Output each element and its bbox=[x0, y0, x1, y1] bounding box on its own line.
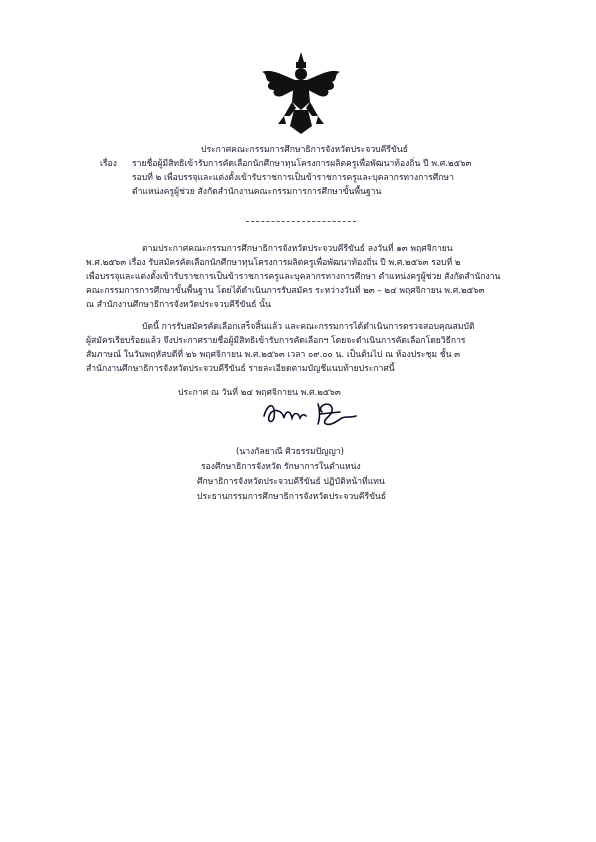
paragraph-1-line: ตามประกาศคณะกรรมการศึกษาธิการจังหวัดประจวบคีรีขันธ์ ลงวันที่ ๑๓ พฤศจิกายน bbox=[142, 244, 453, 254]
subject-line-1: รายชื่อผู้มีสิทธิเข้ารับการคัดเลือกนักศึกษาทุนโครงการผลิตครูเพื่อพัฒนาท้องถิ่น ปี พ.ศ.๒๕๖๓ bbox=[132, 159, 472, 169]
signer-position-line: ประธานกรรมการศึกษาธิการจังหวัดประจวบคีรีขันธ์ bbox=[197, 492, 387, 502]
paragraph-1-line: ณ สำนักงานศึกษาธิการจังหวัดประจวบคีรีขันธ์ นั้น bbox=[86, 300, 271, 310]
signer-position-line: ศึกษาธิการจังหวัดประจวบคีรีขันธ์ ปฏิบัติหน้าที่แทน bbox=[197, 477, 385, 487]
signer-position-line: รองศึกษาธิการจังหวัด รักษาการในตำแหน่ง bbox=[201, 462, 361, 472]
paragraph-1-line: คณะกรรมการการศึกษาขั้นพื้นฐาน โดยได้ดำเนินการรับสมัคร ระหว่างวันที่ ๒๓ – ๒๔ พฤศจิกายน พ.ศ.๒๕๖๓ bbox=[86, 286, 485, 296]
subject-label: เรื่อง bbox=[100, 159, 117, 169]
garuda-emblem-icon bbox=[256, 50, 346, 138]
paragraph-1-line: เพื่อบรรจุและแต่งตั้งเข้ารับราชการเป็นข้าราชการครูและบุคลากรทางการศึกษา ตำแหน่งครูผู้ช่วย สังกัดสำนักงาน bbox=[86, 272, 501, 282]
paragraph-2-line: บัดนี้ การรับสมัครคัดเลือกเสร็จสิ้นแล้ว และคณะกรรมการได้ดำเนินการตรวจสอบคุณสมบัติ bbox=[142, 322, 475, 332]
paragraph-2-line: สัมภาษณ์ ในวันพฤหัสบดีที่ ๒๖ พฤศจิกายน พ.ศ.๒๕๖๓ เวลา ๐๙.๐๐ น. เป็นต้นไป ณ ห้องประชุม ชั้น ๓ bbox=[86, 350, 461, 360]
handwritten-signature bbox=[260, 396, 366, 428]
paragraph-2-line: สำนักงานศึกษาธิการจังหวัดประจวบคีรีขันธ์ รายละเอียดตามบัญชีแนบท้ายประกาศนี้ bbox=[86, 364, 395, 374]
announcement-org: ประกาศคณะกรรมการศึกษาธิการจังหวัดประจวบคีรีขันธ์ bbox=[201, 145, 408, 155]
signer-name: (นางกัลยาณี ศิวธรรมปัญญา) bbox=[236, 447, 344, 457]
paragraph-1-line: พ.ศ.๒๕๖๓ เรื่อง รับสมัครคัดเลือกนักศึกษาทุนโครงการผลิตครูเพื่อพัฒนาท้องถิ่น ปี พ.ศ.๒๕๖๓ รอบที่ ๒ bbox=[86, 258, 461, 268]
announcement-date: ประกาศ ณ วันที่ ๒๔ พฤศจิกายน พ.ศ.๒๕๖๓ bbox=[178, 388, 341, 398]
subject-line-3: ตำแหน่งครูผู้ช่วย สังกัดสำนักงานคณะกรรมการการศึกษาขั้นพื้นฐาน bbox=[132, 187, 382, 197]
header-divider bbox=[246, 221, 356, 222]
paragraph-2-line: ผู้สมัครเรียบร้อยแล้ว จึงประกาศรายชื่อผู้มีสิทธิเข้ารับการคัดเลือกฯ โดยจะดำเนินการคัดเลือกโดยวิธีการ bbox=[86, 336, 466, 346]
subject-line-2: รอบที่ ๒ เพื่อบรรจุและแต่งตั้งเข้ารับราชการเป็นข้าราชการครูและบุคลากรทางการศึกษา bbox=[132, 173, 454, 183]
